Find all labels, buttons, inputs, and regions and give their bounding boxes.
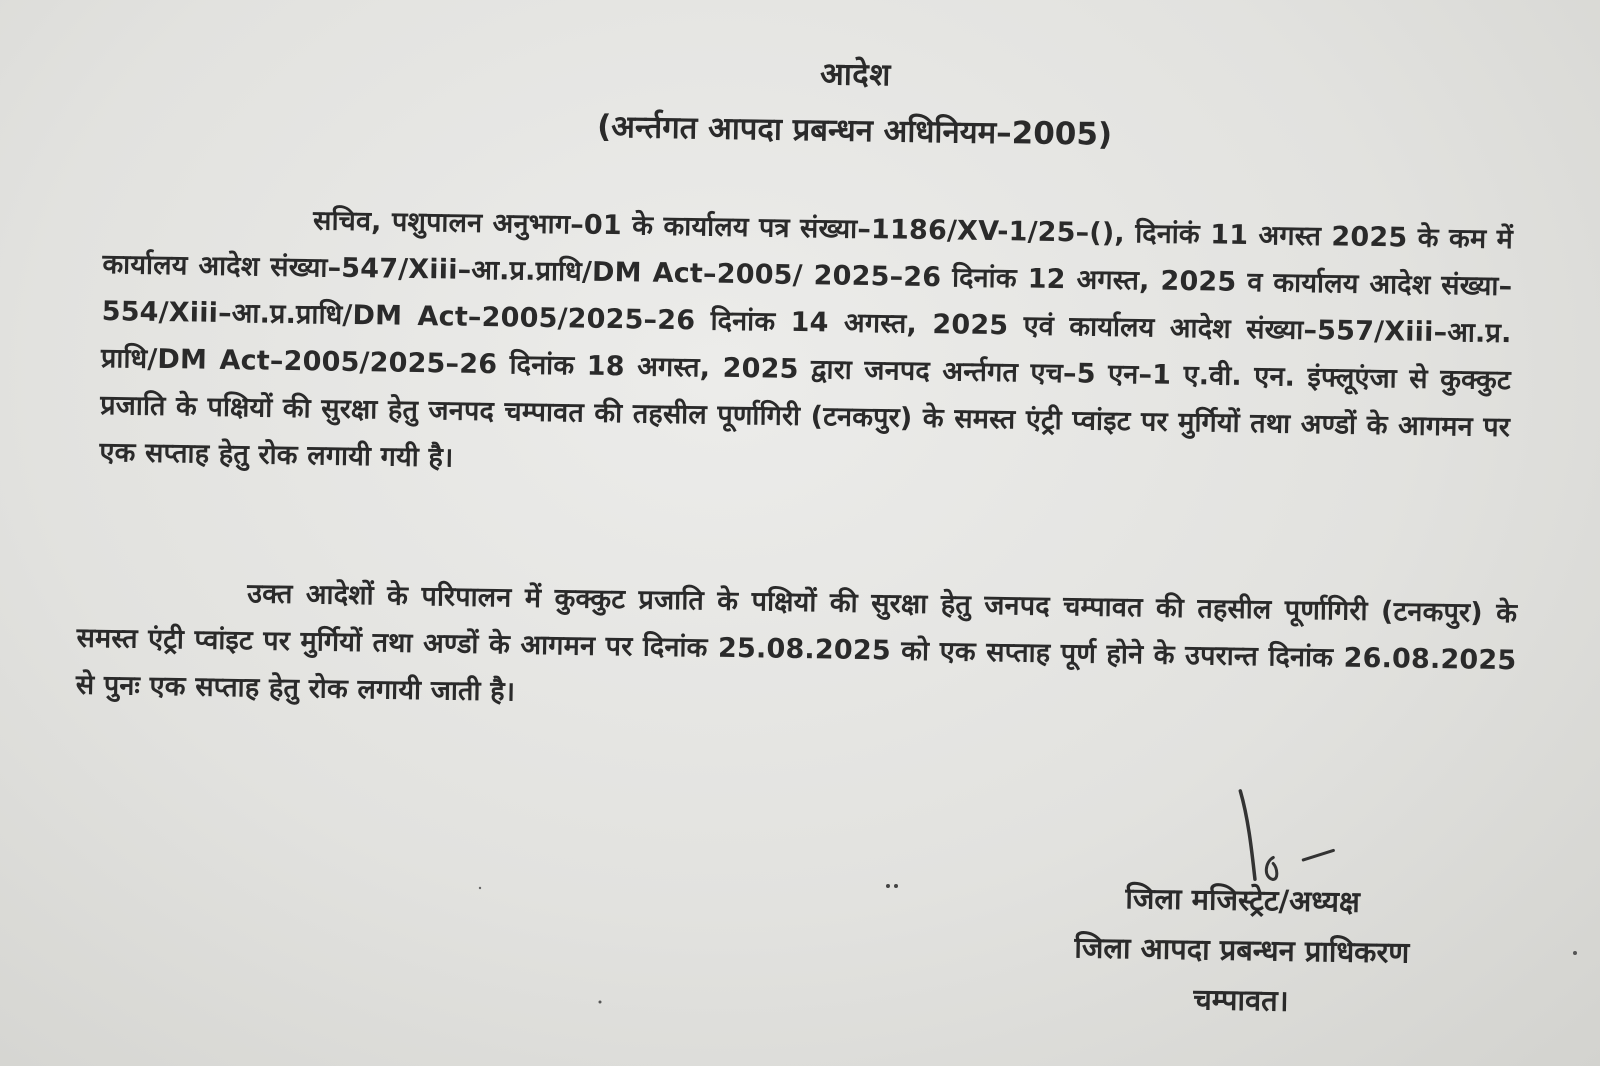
order-subtitle: (अर्न्तगत आपदा प्रबन्धन अधिनियम–2005) xyxy=(596,108,1113,153)
signatory-block xyxy=(1001,871,1483,1029)
signatory-authority: जिला आपदा प्रबन्धन प्राधिकरण xyxy=(1074,930,1410,970)
signatory-designation: जिला मजिस्ट्रेट/अध्यक्ष xyxy=(1125,881,1361,919)
order-title: आदेश xyxy=(819,56,892,94)
paragraph-reference-orders: सचिव, पशुपालन अनुभाग–01 के कार्यालय पत्र संख्या–1186/XV-1/25–(), दिनांकं 11 अगस्त 2025 के कम में कार्यालय आदेश संख्या–547/Xiii–आ.प्र.प्राधि/DM Act–2005/ 2025–26 दिनांक 12 अगस्त, 2025 व कार्यालय आदेश संख्या–554/Xiii–आ.प्र.प्राधि/DM Act–2005/2025–26 दिनांक 14 अगस्त, 2025 एवं कार्यालय आदेश संख्या–557/Xiii–आ.प्र. प्राधि/DM Act–2005/2025–26 दिनांक 18 अगस्त, 2025 द्वारा जनपद अर्न्तगत एच–5 एन–1 ए.वी. एन. इंफ्लूएंजा से कुक्कुट प्रजाति के पक्षियों की सुरक्षा हेतु जनपद चम्पावत की तहसील पूर्णागिरी (टनकपुर) के समस्त एंट्री प्वांइट पर मुर्गियों तथा अण्डों के आगमन पर एक सप्ताह हेतु रोक लगायी गयी है। xyxy=(99,205,1514,474)
signatory-district: चम्पावत। xyxy=(1193,982,1289,1018)
paragraph-extension-order: उक्त आदेशों के परिपालन में कुक्कुट प्रजाति के पक्षियों की सुरक्षा हेतु जनपद चम्पावत की तहसील पूर्णागिरी (टनकपुर) के समस्त एंट्री प्वांइट पर मुर्गियों तथा अण्डों के आगमन पर दिनांक 25.08.2025 को एक सप्ताह पूर्ण होने के उपरान्त दिनांक 26.08.2025 से पुनः एक सप्ताह हेतु रोक लगायी जाती है। xyxy=(75,578,1518,708)
